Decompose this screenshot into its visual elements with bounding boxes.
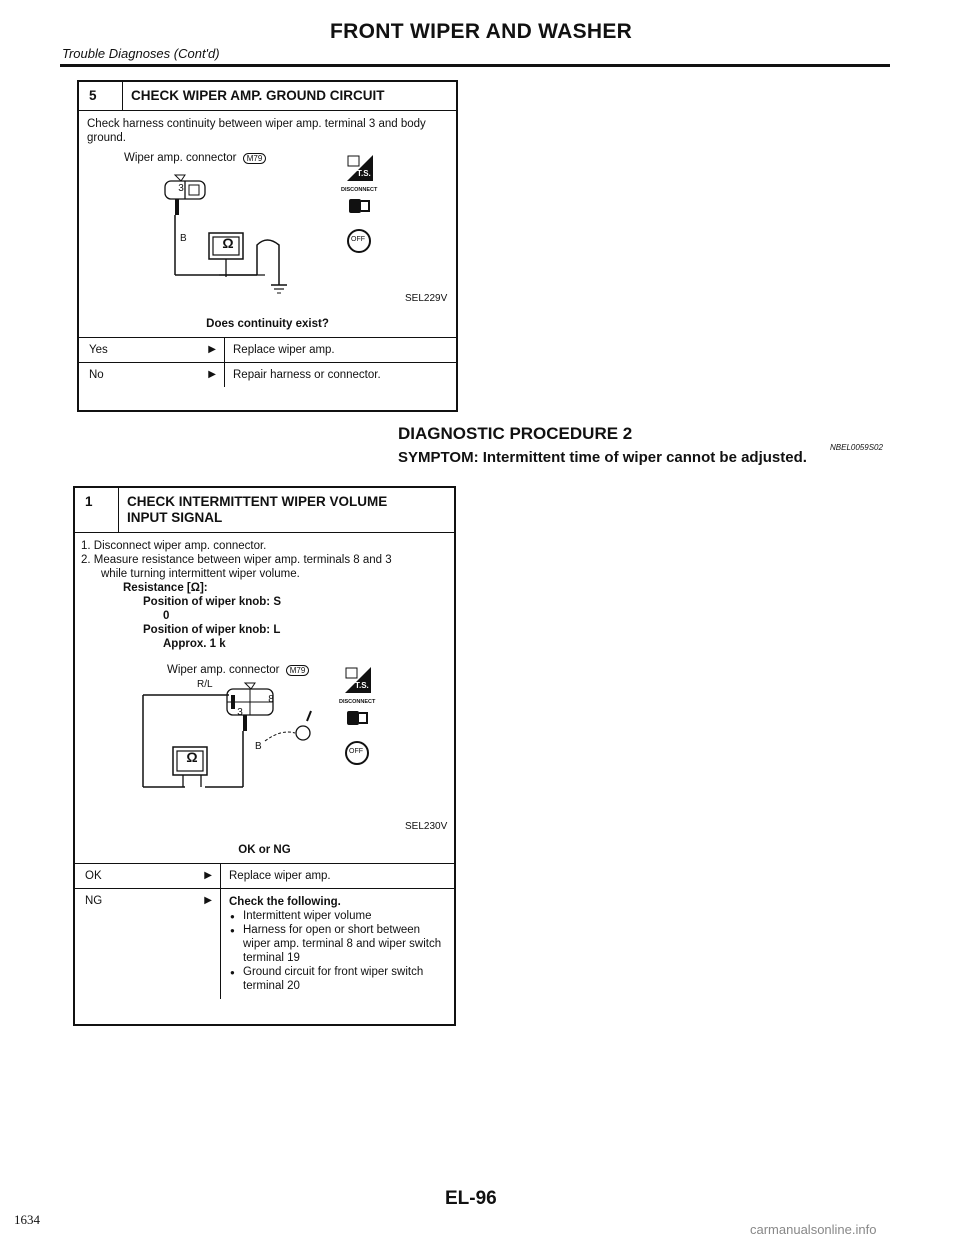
- step1-box: [73, 486, 456, 1026]
- off-label: OFF: [351, 236, 365, 243]
- key-off-icon: [345, 227, 373, 255]
- ts-icon: [345, 667, 371, 693]
- step1-item-cont: while turning intermittent wiper volume.: [101, 568, 300, 580]
- ohmmeter-icon: Ω: [186, 749, 198, 765]
- pos-s-value: 0: [163, 610, 170, 622]
- disconnect-icon: [345, 707, 371, 734]
- header-rule: [60, 64, 890, 67]
- connector-label: Wiper amp. connector: [124, 152, 237, 164]
- step5-instruction: Check harness continuity between wiper amp. terminal 3 and body ground.: [87, 118, 426, 144]
- ng-check-item: ● Ground circuit for front wiper switch terminal 20: [243, 965, 446, 993]
- wire-color-label: B: [255, 741, 262, 752]
- result-row: [75, 863, 454, 888]
- terminal-3-label: 3: [178, 183, 184, 194]
- side-page-number: 1634: [14, 1212, 40, 1227]
- ng-action-title: Check the following.: [229, 896, 341, 908]
- terminal-8-label: 8: [268, 694, 274, 705]
- ng-check-item: ● Harness for open or short between wiper amp. terminal 8 and wiper switch terminal 19: [243, 923, 446, 965]
- page-subtitle: Trouble Diagnoses (Cont'd): [62, 46, 220, 61]
- step5-number: 5: [79, 82, 123, 110]
- off-label: OFF: [349, 748, 363, 755]
- connector-id-badge: M79: [243, 153, 267, 164]
- result-row: [79, 362, 456, 387]
- step5-box: [77, 80, 458, 412]
- diagnostic-code: NBEL0059S02: [830, 443, 883, 452]
- result-ok: OK: [85, 870, 102, 882]
- step1-question: OK or NG: [238, 844, 291, 856]
- step5-figure: [79, 145, 456, 315]
- ts-icon: [347, 155, 373, 181]
- result-row: [79, 337, 456, 362]
- ts-label: T.S.: [357, 169, 371, 178]
- disconnect-label: DISCONNECT: [341, 187, 378, 193]
- result-action: Replace wiper amp.: [224, 338, 456, 362]
- figure-code: SEL230V: [405, 821, 448, 832]
- key-off-icon: [343, 739, 371, 767]
- step1-number: 1: [75, 488, 119, 532]
- diagnostic-title: DIAGNOSTIC PROCEDURE 2: [398, 424, 633, 443]
- arrow-icon: ▶: [208, 344, 216, 355]
- step5-header: [79, 82, 456, 111]
- ts-label: T.S.: [355, 681, 369, 690]
- step1-figure: [75, 651, 454, 841]
- wiring-diagram: [135, 681, 335, 811]
- step5-title: CHECK WIPER AMP. GROUND CIRCUIT: [131, 88, 385, 103]
- pos-l-label: Position of wiper knob: L: [143, 624, 281, 636]
- result-action: Replace wiper amp.: [220, 864, 454, 888]
- pos-s-label: Position of wiper knob: S: [143, 596, 281, 608]
- pos-l-value: Approx. 1 k: [163, 638, 226, 650]
- watermark: carmanualsonline.info: [750, 1222, 877, 1237]
- connector-label: Wiper amp. connector: [167, 664, 280, 676]
- step1-title-line1: CHECK INTERMITTENT WIPER VOLUME: [127, 494, 388, 509]
- arrow-icon: ▶: [204, 895, 212, 906]
- connector-id-badge: M79: [286, 665, 310, 676]
- result-row: [75, 888, 454, 999]
- result-ng: NG: [85, 895, 103, 907]
- step1-header: [75, 488, 454, 533]
- ohmmeter-icon: Ω: [222, 235, 234, 251]
- wiring-diagram: [139, 165, 339, 295]
- arrow-icon: ▶: [204, 870, 212, 881]
- disconnect-label: DISCONNECT: [339, 699, 376, 705]
- page-number: EL-96: [445, 1188, 497, 1209]
- ng-check-list: [229, 909, 446, 993]
- wire-rl-label: R/L: [197, 679, 213, 690]
- disconnect-icon: [347, 195, 373, 222]
- step1-title-line2: INPUT SIGNAL: [127, 510, 223, 525]
- step1-item: 1. Disconnect wiper amp. connector.: [81, 540, 267, 552]
- result-no: No: [89, 369, 104, 381]
- arrow-icon: ▶: [208, 369, 216, 380]
- terminal-3-label: 3: [237, 707, 243, 718]
- result-action: Repair harness or connector.: [224, 363, 456, 387]
- page-title: FRONT WIPER AND WASHER: [330, 20, 633, 43]
- resistance-label: Resistance [Ω]:: [123, 582, 208, 594]
- ng-check-item: ● Intermittent wiper volume: [243, 909, 446, 923]
- step1-item: 2. Measure resistance between wiper amp. terminals 8 and 3: [81, 554, 392, 566]
- diagnostic-symptom: SYMPTOM: Intermittent time of wiper cannot be adjusted.: [398, 449, 807, 466]
- wire-color-label: B: [180, 233, 187, 244]
- figure-code: SEL229V: [405, 293, 448, 304]
- step5-question: Does continuity exist?: [206, 318, 329, 330]
- step1-instructions: [75, 533, 454, 651]
- result-yes: Yes: [89, 344, 108, 356]
